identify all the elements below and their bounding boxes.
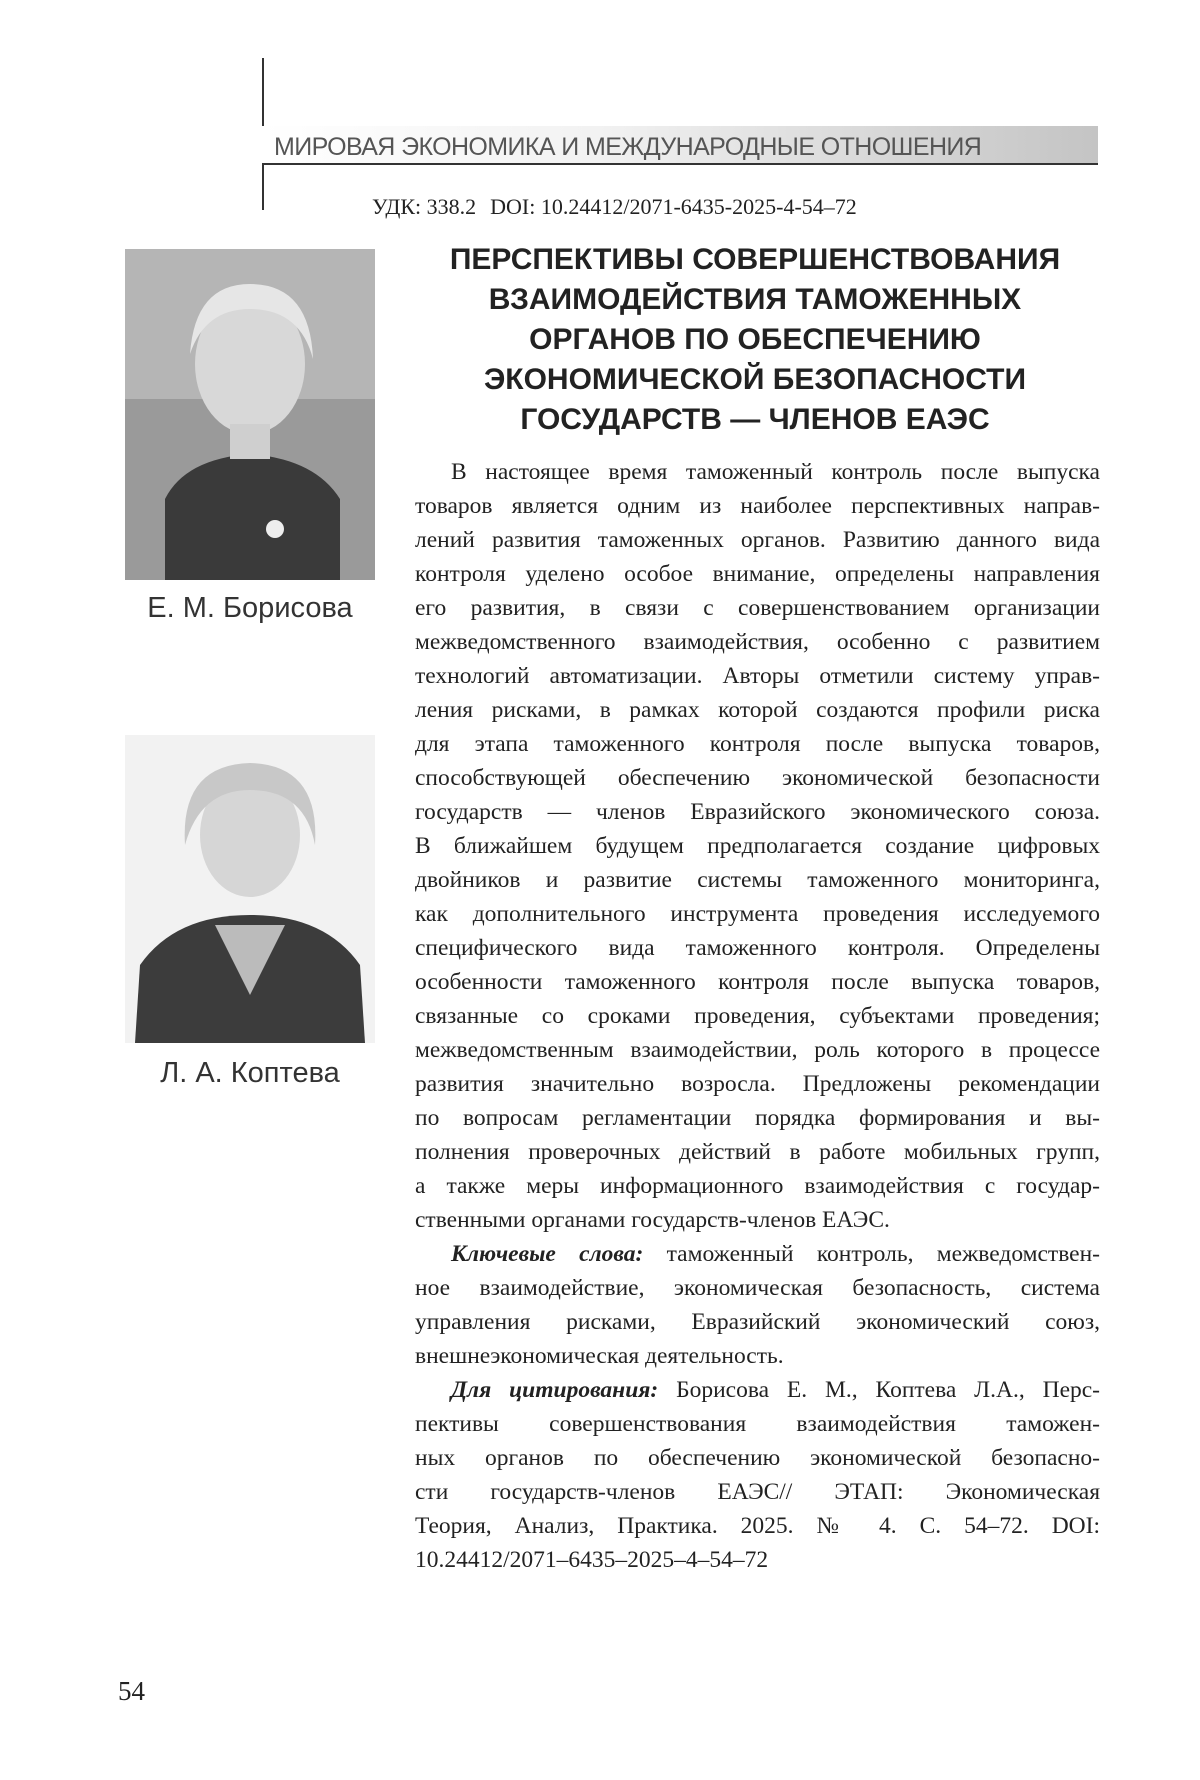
citation bbox=[415, 1373, 1100, 1577]
keywords-line: ное взаимодействие, экономическая безопасность, система bbox=[415, 1275, 1100, 1301]
abstract-line: межведомственным взаимодействии, роль которого в процессе bbox=[415, 1037, 1100, 1063]
citation-line: пективы совершенствования взаимодействия таможен- bbox=[415, 1411, 1100, 1437]
article-title bbox=[410, 240, 1100, 440]
udk-code: УДК: 338.2 bbox=[372, 194, 477, 219]
abstract-line: способствующей обеспечению экономической безопасности bbox=[415, 765, 1100, 791]
citation-line: Теория, Анализ, Практика. 2025. № 4. С. 54–72. DOI: bbox=[415, 1513, 1100, 1539]
author-name-borisova: Е. М. Борисова bbox=[147, 592, 353, 624]
citation-line: ных органов по обеспечению экономической безопасно- bbox=[415, 1445, 1100, 1471]
abstract-line: В настоящее время таможенный контроль после выпуска bbox=[451, 459, 1100, 485]
abstract bbox=[415, 455, 1100, 1237]
citation-text: Борисова Е. М., Коптева Л.А., Перс- bbox=[658, 1377, 1100, 1403]
abstract-line: связанные со сроками проведения, субъектами проведения; bbox=[415, 1003, 1100, 1029]
abstract-line: двойников и развитие системы таможенного мониторинга, bbox=[415, 867, 1100, 893]
abstract-line: ления рисками, в рамках которой создаются профили риска bbox=[415, 697, 1100, 723]
abstract-line: контроля уделено особое внимание, определены направления bbox=[415, 561, 1100, 587]
abstract-line: товаров является одним из наиболее перспективных направ- bbox=[415, 493, 1100, 519]
section-title: МИРОВАЯ ЭКОНОМИКА И МЕЖДУНАРОДНЫЕ ОТНОШЕНИЯ bbox=[274, 133, 982, 161]
section-header-bar bbox=[262, 126, 1098, 165]
title-line: ВЗАИМОДЕЙСТВИЯ ТАМОЖЕННЫХ bbox=[488, 283, 1022, 316]
keywords-line bbox=[415, 1237, 1100, 1271]
keywords bbox=[415, 1237, 1100, 1373]
author-name-kopteva: Л. А. Коптева bbox=[160, 1057, 340, 1089]
abstract-line: как дополнительного инструмента проведения исследуемого bbox=[415, 901, 1100, 927]
citation-label: Для цитирования: bbox=[451, 1377, 659, 1403]
abstract-line: а также меры информационного взаимодействия с государ- bbox=[415, 1173, 1100, 1199]
abstract-line: технологий автоматизации. Авторы отметили систему управ- bbox=[415, 663, 1100, 689]
abstract-line: особенности таможенного контроля после выпуска товаров, bbox=[415, 969, 1100, 995]
citation-line: 10.24412/2071–6435–2025–4–54–72 bbox=[415, 1547, 769, 1573]
keywords-line: внешнеэкономическая деятельность. bbox=[415, 1343, 784, 1369]
citation-line bbox=[415, 1373, 1100, 1407]
keywords-text: таможенный контроль, межведомствен- bbox=[643, 1241, 1100, 1267]
doi: DOI: 10.24412/2071-6435-2025-4-54–72 bbox=[490, 194, 857, 219]
abstract-line: лений развития таможенных органов. Развитию данного вида bbox=[415, 527, 1100, 553]
udk-doi-line bbox=[372, 194, 871, 220]
abstract-line: развития значительно возросла. Предложены рекомендации bbox=[415, 1071, 1100, 1097]
citation-line: сти государств-членов ЕАЭС// ЭТАП: Экономическая bbox=[415, 1479, 1100, 1505]
title-line: ГОСУДАРСТВ — ЧЛЕНОВ ЕАЭС bbox=[520, 403, 990, 436]
author-photo-kopteva bbox=[125, 735, 375, 1043]
author-photo-borisova bbox=[125, 249, 375, 580]
title-line: ОРГАНОВ ПО ОБЕСПЕЧЕНИЮ bbox=[529, 323, 981, 356]
abstract-line: специфического вида таможенного контроля. Определены bbox=[415, 935, 1100, 961]
page-number: 54 bbox=[118, 1676, 145, 1706]
abstract-line: для этапа таможенного контроля после выпуска товаров, bbox=[415, 731, 1100, 757]
keywords-label: Ключевые слова: bbox=[451, 1241, 644, 1267]
abstract-line: В ближайшем будущем предполагается создание цифровых bbox=[415, 833, 1100, 859]
abstract-line: по вопросам регламентации порядка формирования и вы- bbox=[415, 1105, 1100, 1131]
abstract-line: государств — членов Евразийского экономического союза. bbox=[415, 799, 1100, 825]
title-line: ЭКОНОМИЧЕСКОЙ БЕЗОПАСНОСТИ bbox=[483, 363, 1027, 396]
abstract-line: его развития, в связи с совершенствованием организации bbox=[415, 595, 1100, 621]
abstract-line: ственными органами государств-членов ЕАЭС. bbox=[415, 1207, 890, 1233]
abstract-line: межведомственного взаимодействия, особенно с развитием bbox=[415, 629, 1100, 655]
title-line: ПЕРСПЕКТИВЫ СОВЕРШЕНСТВОВАНИЯ bbox=[449, 243, 1061, 276]
abstract-line: полнения проверочных действий в работе мобильных групп, bbox=[415, 1139, 1100, 1165]
keywords-line: управления рисками, Евразийский экономический союз, bbox=[415, 1309, 1100, 1335]
